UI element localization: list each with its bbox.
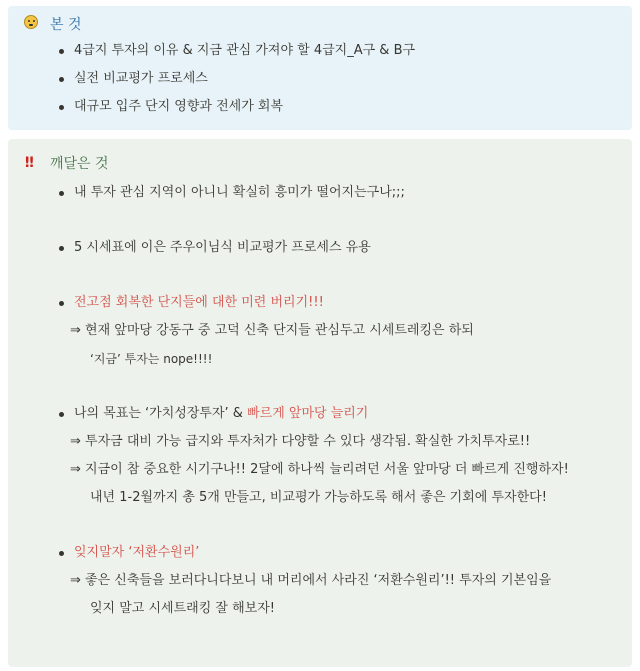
list-item: 4급지 투자의 이유 & 지금 관심 가져야 할 4급지_A구 & B구: [74, 42, 415, 60]
sub-line: 내년 1-2월까지 총 5개 만들고, 비교평가 가능하도록 해서 좋은 기회에 투자한다!: [90, 490, 547, 505]
learned-title: 깨달은 것: [50, 156, 109, 172]
list-item: 5 시세표에 이은 주우이님식 비교평가 프로세스 유용: [74, 239, 371, 257]
sub-line: ⇒ 지금이 참 중요한 시기구나!! 2달에 하나씩 늘리려던 서울 앞마당 더 빠르게 진행하자!: [70, 462, 569, 477]
learned-header: [24, 153, 109, 173]
list-item: 실전 비교평가 프로세스: [74, 70, 208, 88]
sub-line: ⇒ 투자금 대비 가능 급지와 투자처가 다양할 수 있다 생각됨. 확실한 가치투자로!!: [70, 434, 531, 449]
sub-line: ⇒ 좋은 신축들을 보러다니다보니 내 머리에서 사라진 ‘저환수원리’!! 투자의 기본임을: [70, 573, 552, 588]
learned-callout: [8, 139, 632, 667]
seen-header: [24, 14, 82, 34]
list-item: 내 투자 관심 지역이 아니니 확실히 흥미가 떨어지는구나;;;: [74, 184, 405, 202]
seen-title: 본 것: [50, 17, 82, 33]
list-item: 나의 목표는 ‘가치성장투자’ & 빠르게 앞마당 늘리기: [74, 405, 368, 423]
list-item: 잊지말자 ‘저환수원리’: [74, 544, 199, 562]
double-exclamation-icon: !!: [24, 155, 33, 171]
thinking-face-icon: [24, 15, 42, 33]
sub-line: ⇒ 현재 앞마당 강동구 중 고덕 신축 단지들 관심두고 시세트레킹은 하되: [70, 323, 474, 338]
sub-line: ‘지금’ 투자는 nope!!!!: [90, 352, 213, 366]
sub-line: 잊지 말고 시세트래킹 잘 해보자!: [90, 601, 275, 616]
list-item: 전고점 회복한 단지들에 대한 미련 버리기!!!: [74, 294, 324, 312]
seen-callout: [8, 6, 632, 130]
list-item: 대규모 입주 단지 영향과 전세가 회복: [74, 98, 283, 116]
